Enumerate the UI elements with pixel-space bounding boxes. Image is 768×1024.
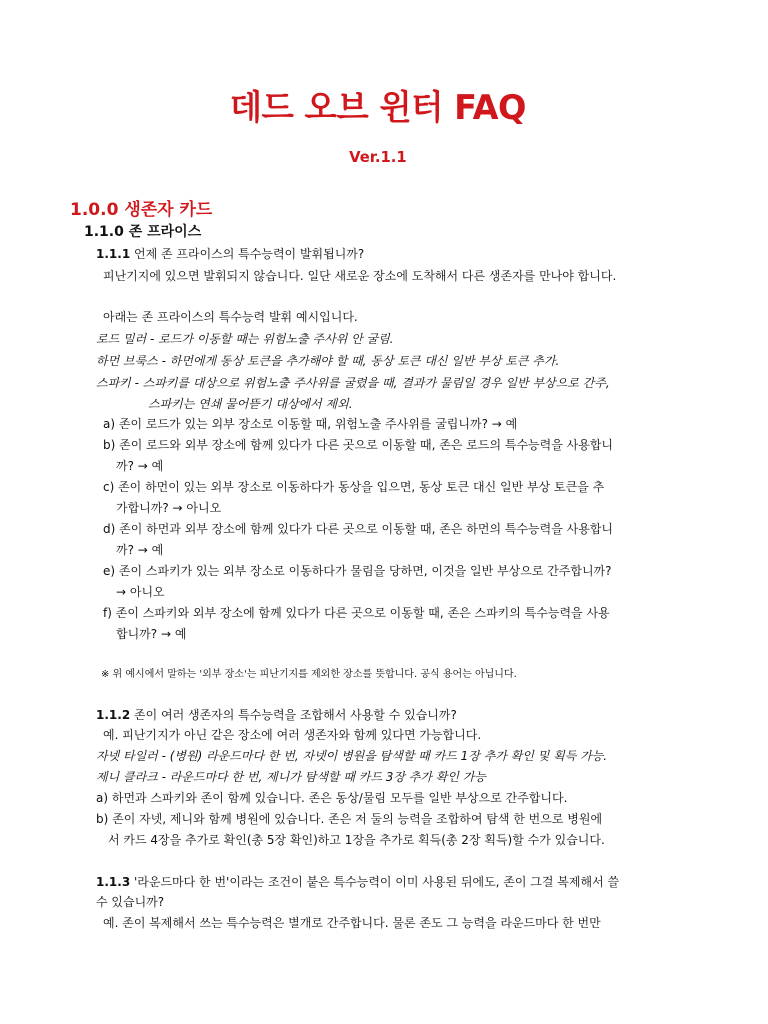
qa-item: f) 존이 스파키와 외부 장소에 함께 있다가 다른 곳으로 이동할 때, 존은 스파키의 특수능력을 사용 xyxy=(103,606,610,620)
document-version: Ver.1.1 xyxy=(349,148,407,166)
example-line: 로드 밀러 - 로드가 이동할 때는 위험노출 주사위 안 굴림. xyxy=(96,332,394,346)
qa-item: a) 하먼과 스파키와 존이 함께 있습니다. 존은 동상/물림 모두를 일반 부상으로 간주합니다. xyxy=(96,791,568,805)
answer-text: 예. 피난기지가 아닌 같은 장소에 여러 생존자와 함께 있다면 가능합니다. xyxy=(103,728,482,742)
qa-item: b) 존이 자넷, 제니와 함께 병원에 있습니다. 존은 저 둘의 능력을 조합하여 탐색 한 번으로 병원에 xyxy=(96,812,603,826)
example-line: 스파키 - 스파키를 대상으로 위험노출 주사위를 굴렸을 때, 결과가 물림일 경우 일반 부상으로 간주, xyxy=(96,376,610,390)
qa-item-continuation: 까? → 예 xyxy=(116,543,164,557)
qa-item: c) 존이 하먼이 있는 외부 장소로 이동하다가 동상을 입으면, 동상 토큰 대신 일반 부상 토큰을 추 xyxy=(103,480,605,494)
answer-text: 피난기지에 있으면 발휘되지 않습니다. 일단 새로운 장소에 도착해서 다른 생존자를 만나야 합니다. xyxy=(103,269,617,283)
answer-text: 예. 존이 복제해서 쓰는 특수능력은 별개로 간주합니다. 물론 존도 그 능력을 라운드마다 한 번만 xyxy=(103,916,601,930)
question-number: 1.1.3 xyxy=(96,875,131,889)
question-number: 1.1.1 xyxy=(96,247,131,261)
qa-item: d) 존이 하먼과 외부 장소에 함께 있다가 다른 곳으로 이동할 때, 존은 하먼의 특수능력을 사용합니 xyxy=(103,522,614,536)
document-title: 데드 오브 윈터 FAQ xyxy=(229,88,527,128)
question-1-1-2 xyxy=(96,707,457,723)
examples-intro: 아래는 존 프라이스의 특수능력 발휘 예시입니다. xyxy=(103,310,358,324)
footnote: ※ 위 예시에서 말하는 '외부 장소'는 피난기지를 제외한 장소를 뜻합니다. 공식 용어는 아닙니다. xyxy=(101,669,517,680)
qa-item-continuation: 합니까? → 예 xyxy=(116,627,187,641)
subsection-heading: 1.1.0 존 프라이스 xyxy=(84,224,202,240)
section-heading: 1.0.0 생존자 카드 xyxy=(70,200,213,220)
question-text: 언제 존 프라이스의 특수능력이 발휘됩니까? xyxy=(130,247,365,261)
question-text: '라운드마다 한 번'이라는 조건이 붙은 특수능력이 이미 사용된 뒤에도, 존이 그걸 복제해서 쓸 xyxy=(130,875,620,889)
qa-item-continuation: 서 카드 4장을 추가로 확인(총 5장 확인)하고 1장을 추가로 획득(총 2장 획득)할 수가 있습니다. xyxy=(108,833,605,847)
question-text: 존이 여러 생존자의 특수능력을 조합해서 사용할 수 있습니까? xyxy=(130,708,457,722)
question-text-continuation: 수 있습니까? xyxy=(96,895,165,909)
question-1-1-1 xyxy=(96,246,364,262)
qa-item-continuation: → 아니오 xyxy=(116,585,165,599)
qa-item: e) 존이 스파키가 있는 외부 장소로 이동하다가 물림을 당하면, 이것을 일반 부상으로 간주합니까? xyxy=(103,564,612,578)
example-line: 자넷 타일러 - (병원) 라운드마다 한 번, 자넷이 병원을 탐색할 때 카드 1장 추가 확인 및 획득 가능. xyxy=(96,749,608,763)
qa-item: a) 존이 로드가 있는 외부 장소로 이동할 때, 위험노출 주사위를 굴립니까? → 예 xyxy=(103,417,518,431)
question-1-1-3 xyxy=(96,874,619,890)
qa-item: b) 존이 로드와 외부 장소에 함께 있다가 다른 곳으로 이동할 때, 존은 로드의 특수능력을 사용합니 xyxy=(103,438,614,452)
example-line: 스파키는 연쇄 물어뜯기 대상에서 제외. xyxy=(148,397,353,411)
qa-item-continuation: 까? → 예 xyxy=(116,459,164,473)
example-line: 제니 클라크 - 라운드마다 한 번, 제니가 탐색할 때 카드 3장 추가 확인 가능 xyxy=(96,770,486,784)
qa-item-continuation: 가합니까? → 아니오 xyxy=(116,501,222,515)
question-number: 1.1.2 xyxy=(96,708,131,722)
example-line: 하먼 브룩스 - 하먼에게 동상 토큰을 추가해야 할 때, 동상 토큰 대신 일반 부상 토큰 추가. xyxy=(96,354,560,368)
